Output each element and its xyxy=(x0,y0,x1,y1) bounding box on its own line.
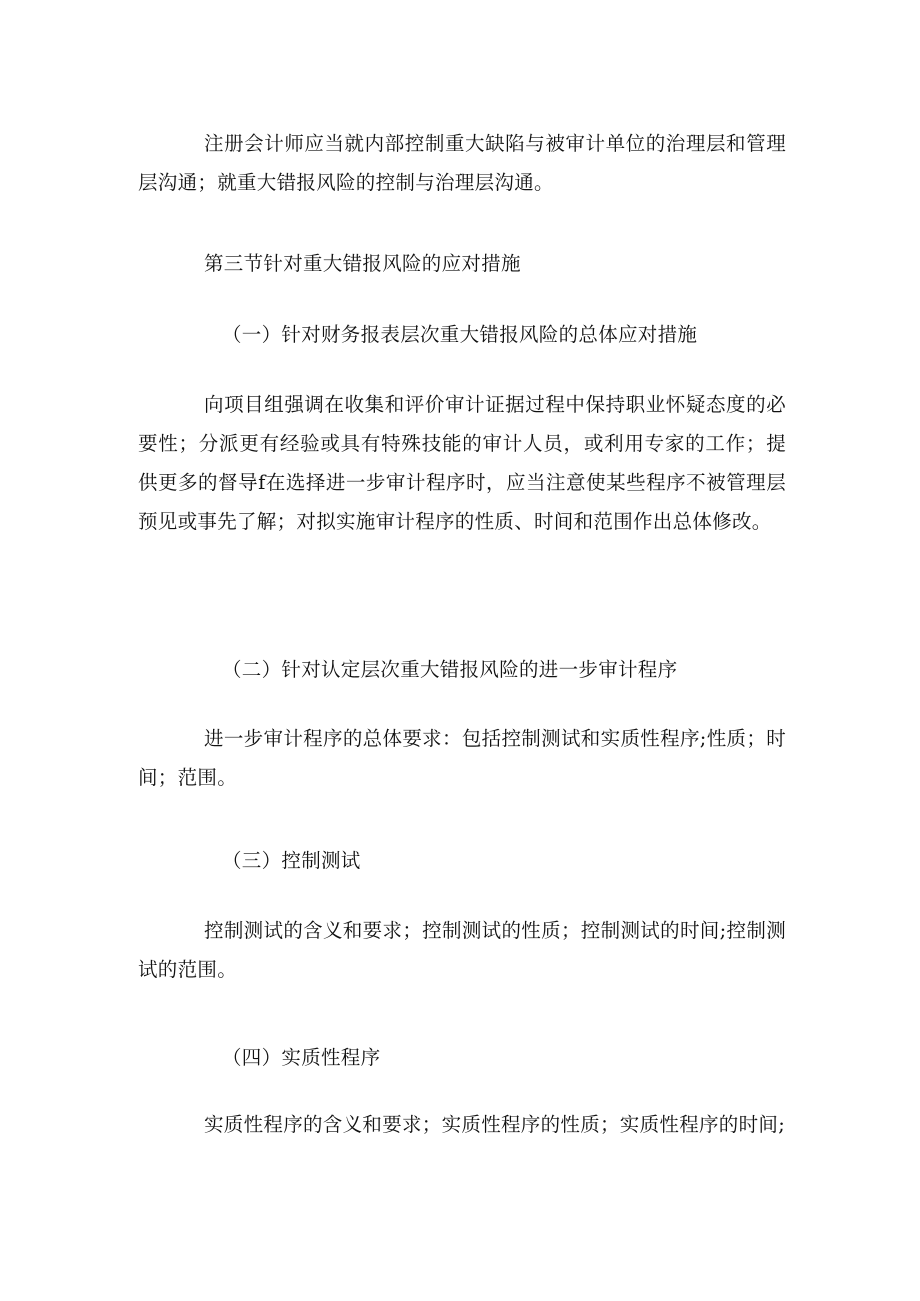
section-heading-3: 第三节针对重大错报风险的应对措施 xyxy=(204,252,521,275)
paragraph-communication: 注册会计师应当就内部控制重大缺陷与被审计单位的治理层和管理层沟通；就重大错报风险的控制与治理层沟通。 xyxy=(138,132,786,194)
subheading-substantive-procedures: （四）实质性程序 xyxy=(222,1046,381,1069)
subheading-overall-measures: （一）针对财务报表层次重大错报风险的总体应对措施 xyxy=(222,323,698,346)
paragraph-overall-measures: 向项目组强调在收集和评价审计证据过程中保持职业怀疑态度的必要性；分派更有经验或具有特殊技能的审计人员，或利用专家的工作；提供更多的督导f在选择进一步审计程序时，应当注意使某些程序不被管理层预见或事先了解；对拟实施审计程序的性质、时间和范围作出总体修改。 xyxy=(138,393,786,533)
subheading-control-testing: （三）控制测试 xyxy=(222,849,361,872)
paragraph-further-procedures: 进一步审计程序的总体要求：包括控制测试和实质性程序;性质；时间；范围。 xyxy=(138,727,786,789)
paragraph-substantive-procedures: 实质性程序的含义和要求；实质性程序的性质；实质性程序的时间; xyxy=(204,1113,786,1136)
subheading-further-procedures: （二）针对认定层次重大错报风险的进一步审计程序 xyxy=(222,658,678,681)
paragraph-control-testing: 控制测试的含义和要求；控制测试的性质；控制测试的时间;控制测试的范围。 xyxy=(138,919,786,981)
